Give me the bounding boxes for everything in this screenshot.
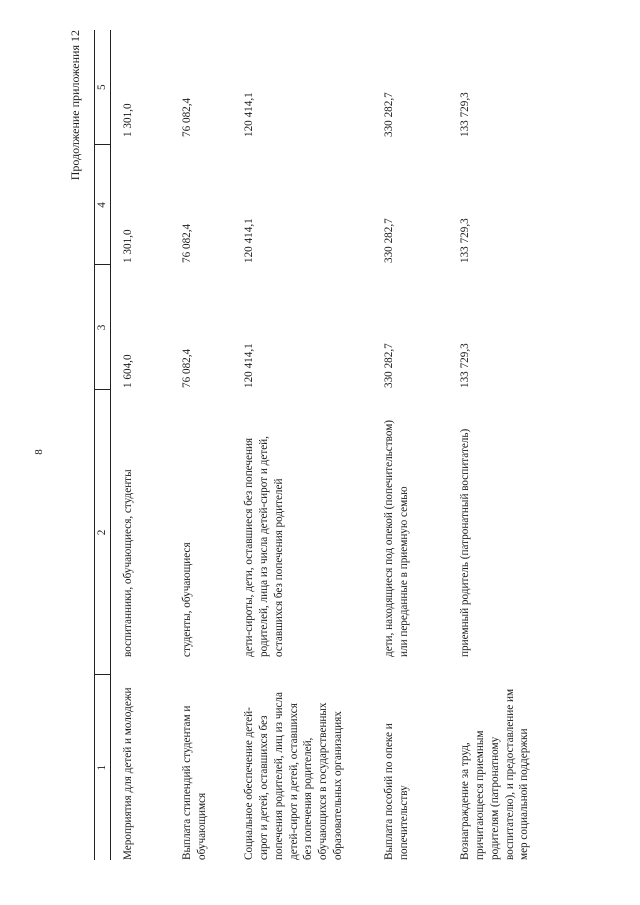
row-value-col3: 1 604,0: [121, 354, 134, 388]
row-value-col4: 120 414,1: [243, 218, 256, 263]
row-name: Выплата пособий по опеке и попечительству: [383, 723, 411, 860]
budget-table: [94, 30, 544, 860]
row-value-col3: 76 082,4: [181, 348, 194, 388]
header-row: [95, 30, 111, 860]
rotated-page: [60, 30, 580, 860]
row-name: Вознаграждение за труд, причитающееся приемным родителям (патронатному воспитателю), и предоставление им мер социальной поддержки: [459, 688, 531, 860]
page-number: 8: [32, 449, 45, 455]
row-value-col5: 76 082,4: [181, 97, 194, 137]
row-value-col3: 330 282,7: [383, 343, 396, 388]
row-value-col5: 1 301,0: [121, 103, 134, 137]
table-row: [448, 30, 544, 860]
row-recipients: студенты, обучающиеся: [181, 542, 194, 657]
row-value-col4: 1 301,0: [121, 229, 134, 263]
table-row: [110, 30, 170, 860]
row-value-col4: 76 082,4: [181, 223, 194, 263]
table-row: [170, 30, 232, 860]
table-row: [232, 30, 372, 860]
row-name: Выплата стипендий студентам и обучающимся: [181, 705, 209, 860]
row-recipients: приемный родитель (патронатный воспитатель): [459, 428, 472, 657]
row-value-col5: 120 414,1: [243, 92, 256, 137]
row-value-col3: 133 729,3: [459, 343, 472, 388]
row-value-col5: 133 729,3: [459, 92, 472, 137]
row-recipients: дети-сироты, дети, оставшиеся без попечения родителей, лица из числа детей-сирот и детей, оставшихся без попечения родителей: [243, 436, 285, 657]
row-value-col3: 120 414,1: [243, 343, 256, 388]
row-value-col5: 330 282,7: [383, 92, 396, 137]
column-header-2: 2: [95, 390, 111, 675]
row-recipients: дети, находящиеся под опекой (попечительством) или переданные в приемную семью: [383, 419, 411, 657]
appendix-caption: Продолжение приложения 12: [68, 30, 82, 181]
column-header-3: 3: [95, 265, 111, 390]
row-recipients: воспитанники, обучающиеся, студенты: [121, 469, 134, 657]
table-row: [372, 30, 448, 860]
row-value-col4: 330 282,7: [383, 218, 396, 263]
column-header-4: 4: [95, 145, 111, 265]
row-value-col4: 133 729,3: [459, 218, 472, 263]
column-header-1: 1: [95, 675, 111, 860]
column-header-5: 5: [95, 30, 111, 145]
row-name: Социальное обеспечение детей-сирот и детей, оставшихся без попечения родителей, лиц из числа детей-сирот и детей, оставшихся без попечения родителей, обучающихся в государственных образовательных организациях: [243, 692, 344, 860]
row-name: Мероприятия для детей и молодежи: [121, 687, 134, 860]
